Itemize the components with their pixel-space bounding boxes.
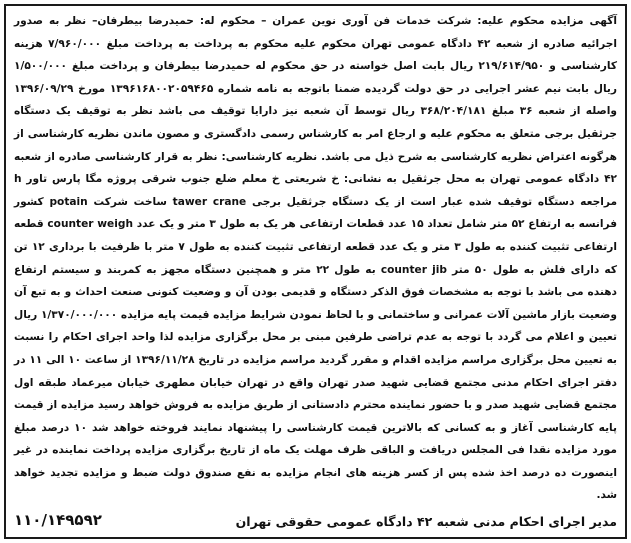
notice-footer	[14, 495, 617, 529]
auction-notice-box	[4, 4, 627, 539]
notice-signature: مدیر اجرای احکام مدنی شعبه ۴۲ دادگاه عمومی حقوقی تهران	[235, 514, 617, 529]
notice-reference-number: ۱۱۰/۱۴۹۵۹۲	[14, 511, 102, 529]
notice-body-text: آگهی مزایده محکوم علیه: شرکت خدمات فن آوری نوین عمران – محکوم له: حمیدرضا بیطرفان– نظر به صدور اجرائیه صادره از شعبه ۴۲ دادگاه عمومی تهران محکوم علیه محکوم به پرداخت به پرداخت مبلغ ۷/۹۶۰/۰۰۰ هزینه کارشناسی و ۲۱۹/۶۱۴/۹۵۰ ریال بابت اصل خواسته در حق محکوم له حمیدرضا بیطرفان و پرداخت مبلغ ۱/۵۰۰/۰۰۰ ریال بابت نیم عشر اجرایی در حق دولت گردیده ضمنا باتوجه به نامه شماره ۱۳۹۶۱۶۸۰۰۲۰۵۹۴۶۵ مورخ ۱۳۹۶/۰۹/۲۹ واصله از شعبه ۳۶ مبلغ ۳۶۸/۲۰۴/۱۸۱ ریال توسط آن شعبه نیز دارایا توقیف می باشد نظر به توقیف یک دستگاه جرثقیل برجی متعلق به محکوم علیه و ارجاع امر به کارشناس رسمی دادگستری و مصون ماندن نظریه کارشناسی از هرگونه اعتراض نظریه کارشناسی به شرح ذیل می باشد. نظریه کارشناسی: نظر به قرار کارشناسی صادره از شعبه ۴۲ دادگاه عمومی تهران به محل جرثقیل به نشانی: خ شریعتی خ معلم ضلع جنوب شرقی پروژه مگا پارس تاور h مراجعه دستگاه توقیف شده عبار است از یک دستگاه جرثقیل برجی tawer crane ساخت شرکت potain کشور فرانسه به ارتفاع ۵۲ متر شامل تعداد ۱۵ عدد قطعات ارتفاعی هر یک به طول ۳ متر و یک عدد counter weigh قطعه ارتفاعی تثبیت کننده به طول ۳ متر و یک عدد قطعه ارتفاعی تثبیت کننده به طول ۷ متر با ظرفیت با برداری ۱۲ تن که دارای فلش به طول ۵۰ متر counter jib به طول ۲۲ متر و همچنین دستگاه مجهز به کمربند و سیستم ارتفاع دهنده می باشد با توجه به مشخصات فوق الذکر دستگاه و قدیمی بودن آن و وضعیت کنونی صنعت احداث و به تبع آن وضعیت بازار ماشین آلات عمرانی و ساختمانی و با لحاظ نمودن شرایط مزایده قیمت پایه مزایده ۱/۳۷۰/۰۰۰/۰۰۰ ریال تعیین و اعلام می گردد با توجه به عدم تراضی طرفین مبنی بر محل برگزاری مزایده لذا واحد اجرای احکام را نسبت به تعیین محل برگزاری مراسم مزایده اقدام و مقرر گردید مراسم مزایده در تاریخ ۱۳۹۶/۱۱/۲۸ از ساعت ۱۰ الی ۱۱ در دفتر اجرای احکام مدنی مجتمع قضایی شهید صدر تهران واقع در تهران خیابان مطهری خیابان میرعماد طبقه اول مجتمع قضایی شهید صدر و با حضور نماینده محترم دادستانی از طریق مزایده به فروش خواهد رسید مزایده از قیمت پایه کارشناسی آغاز و به کسانی که بالاترین قیمت کارشناسی را پیشنهاد نمایند فروخته خواهد شد ۱۰ درصد مبلغ مورد مزایده نقدا فی المجلس دریافت و الباقی ظرف مهلت یک ماه از تاریخ برگزاری مزایده پرداخت نماینده در غیر اینصورت ده درصد اخذ شده پس از کسر هزینه های انجام مزایده به نفع صندوق دولت ضبط و مزایده تجدید خواهد شد.	[14, 15, 618, 502]
